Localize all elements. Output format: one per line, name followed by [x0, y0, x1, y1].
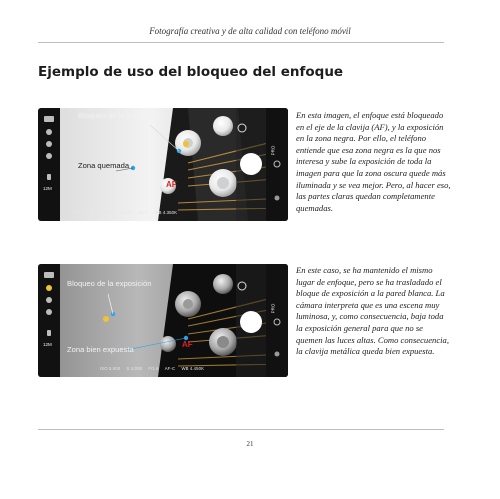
- bottom-rule: [38, 429, 444, 430]
- resolution-label: 12M: [43, 186, 52, 191]
- status-aperture: F/1.6: [148, 366, 159, 371]
- status-iso: ISO 6.000: [73, 210, 94, 215]
- status-focus-mode: AF-C: [137, 210, 149, 215]
- pro-mode-label: PRO: [270, 145, 276, 156]
- section-title: Ejemplo de uso del bloqueo del enfoque: [38, 64, 344, 80]
- camera-status-row: [73, 210, 182, 215]
- af-marker: AF: [166, 180, 177, 189]
- caption-example-2: En este caso, se ha mantenido el mismo lugar de enfoque, pero se ha trasladado el bloque de exposición a la pared blanca. La cámara interpreta que es una escena muy luminosa, y, como consecuencia, baja toda la exposición general para que no se quemen las luces altas. Como consecuencia, la clavija metálica queda bien expuesta.: [296, 265, 449, 357]
- exposure-lock-label: Bloqueo de la exposición: [67, 279, 152, 288]
- status-shutter: S 1/200: [126, 366, 143, 371]
- page-number: 21: [246, 440, 254, 448]
- pro-mode-label: PRO: [270, 303, 276, 314]
- camera-screenshot-overexposed: [38, 108, 288, 221]
- status-iso: ISO 5.900: [100, 366, 121, 371]
- caption-example-1: En esta imagen, el enfoque está bloqueado en el eje de la clavija (AF), y la exposición en la zona negra. Por ello, el teléfono entiende que esa zona negra es la que nos interesa y sube la exposición de toda la imagen para que la zona oscura quede más iluminada y se vea mejor. Pero, al hacer eso, las partes claras quedan completamente quemadas.: [296, 110, 451, 213]
- status-white-balance: WB 4.350K: [154, 210, 178, 215]
- camera-status-row: [100, 366, 209, 371]
- af-marker: AF: [182, 340, 193, 349]
- camera-scene-overexposed: [38, 108, 288, 221]
- burned-zone-label: Zona quemada: [78, 161, 130, 170]
- status-aperture: F/1.6: [121, 210, 132, 215]
- top-rule: [38, 42, 444, 43]
- status-white-balance: WB 4.450K: [181, 366, 205, 371]
- camera-screenshot-well-exposed: [38, 264, 288, 377]
- running-header: Fotografía creativa y de alta calidad con teléfono móvil: [149, 26, 351, 36]
- resolution-label: 12M: [43, 342, 52, 347]
- exposure-lock-label: Bloqueo de la exposición: [78, 111, 163, 120]
- status-focus-mode: AF-C: [164, 366, 176, 371]
- status-shutter: S 1/200: [99, 210, 116, 215]
- well-exposed-zone-label: Zona bien expuesta: [67, 345, 134, 354]
